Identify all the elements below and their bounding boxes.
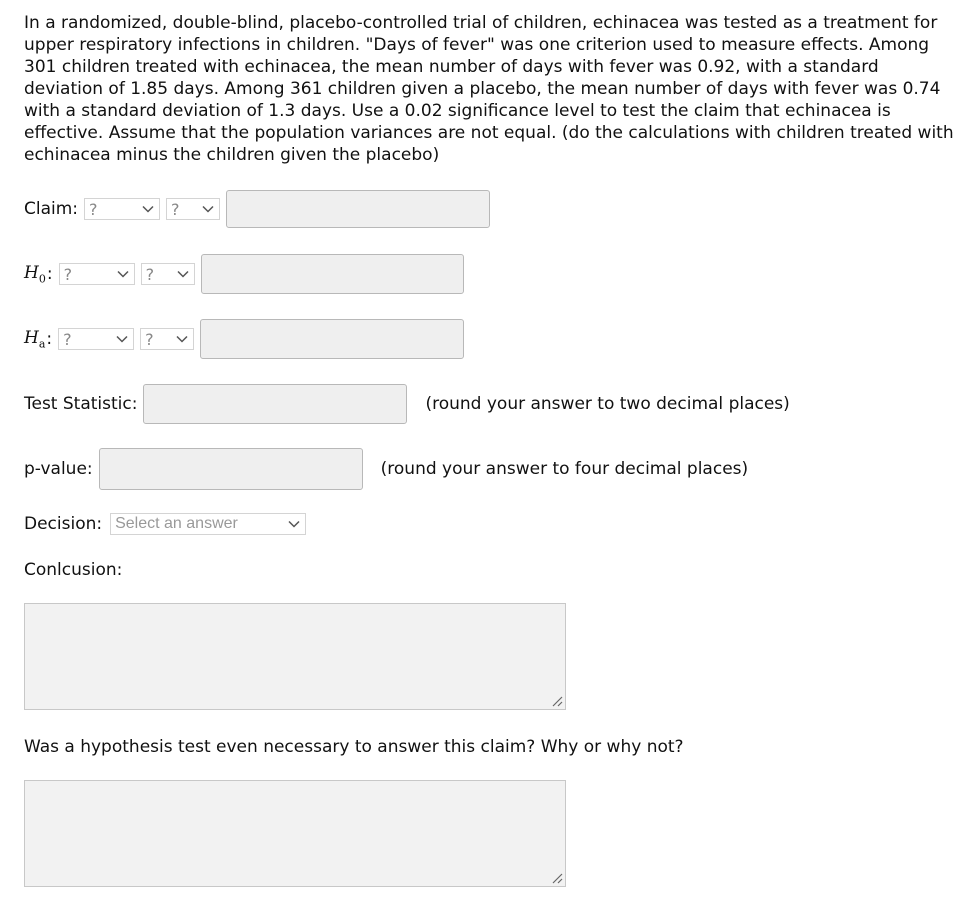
chevron-down-icon — [116, 267, 130, 281]
necessity-textarea[interactable] — [24, 780, 566, 887]
decision-row — [24, 513, 306, 535]
test-statistic-note: (round your answer to two decimal places) — [425, 394, 790, 414]
ha-symbol: H — [24, 327, 39, 348]
ha-value-input[interactable] — [200, 319, 464, 359]
conclusion-label: Conlcusion: — [24, 560, 123, 580]
ha-relation-select[interactable] — [58, 328, 134, 350]
claim-label: Claim: — [24, 199, 79, 219]
h0-relation-select[interactable] — [59, 263, 135, 285]
resize-grip-icon[interactable] — [549, 693, 563, 707]
ha-label — [24, 328, 45, 350]
claim-operator-value: ? — [171, 199, 180, 219]
h0-symbol: H — [24, 262, 39, 283]
ha-operator-value: ? — [145, 329, 154, 349]
claim-value-input[interactable] — [226, 190, 490, 228]
test-statistic-label: Test Statistic: — [24, 394, 138, 414]
chevron-down-icon — [141, 202, 155, 216]
decision-select[interactable] — [110, 513, 306, 535]
claim-relation-select[interactable] — [84, 198, 160, 220]
chevron-down-icon — [287, 517, 301, 531]
conclusion-textarea[interactable] — [24, 603, 566, 710]
decision-label: Decision: — [24, 514, 103, 534]
h0-value-input[interactable] — [201, 254, 464, 294]
chevron-down-icon — [201, 202, 215, 216]
chevron-down-icon — [115, 332, 129, 346]
p-value-input[interactable] — [99, 448, 363, 490]
h0-label — [24, 263, 46, 285]
chevron-down-icon — [175, 332, 189, 346]
p-value-note: (round your answer to four decimal places) — [380, 459, 749, 479]
ha-operator-select[interactable] — [140, 328, 194, 350]
h0-relation-value: ? — [63, 264, 73, 284]
claim-operator-select[interactable] — [166, 198, 220, 220]
h0-subscript: 0 — [38, 272, 46, 286]
h0-colon: : — [46, 264, 53, 284]
necessity-question: Was a hypothesis test even necessary to answer this claim? Why or why not? — [24, 737, 684, 757]
test-statistic-row — [24, 384, 790, 424]
test-statistic-input[interactable] — [143, 384, 407, 424]
claim-row — [24, 190, 490, 228]
chevron-down-icon — [176, 267, 190, 281]
decision-placeholder: Select an answer — [115, 515, 238, 532]
h0-operator-value: ? — [145, 264, 155, 284]
ha-relation-value: ? — [63, 329, 72, 349]
ha-colon: : — [46, 329, 53, 349]
p-value-label: p-value: — [24, 459, 93, 479]
ha-row — [24, 319, 464, 359]
problem-statement: In a randomized, double-blind, placebo-controlled trial of children, echinacea was tested as a treatment for upper respiratory infections in children. "Days of fever" was one criterion used to measure effects. Among 301 children treated with echinacea, the mean number of days with fever was 0.92, with a standard deviation of 1.85 days. Among 361 children given a placebo, the mean number of days with fever was 0.74 with a standard deviation of 1.3 days. Use a 0.02 significance level to test the claim that echinacea is effective. Assume that the population variances are not equal. (do the calculations with children treated with echinacea minus the children given the placebo) — [24, 13, 954, 165]
p-value-row — [24, 448, 748, 490]
necessity-question-row — [24, 737, 684, 757]
h0-operator-select[interactable] — [141, 263, 195, 285]
ha-subscript: a — [38, 337, 46, 351]
conclusion-label-row — [24, 560, 122, 580]
resize-grip-icon[interactable] — [549, 870, 563, 884]
claim-relation-value: ? — [89, 199, 98, 219]
h0-row — [24, 254, 464, 294]
